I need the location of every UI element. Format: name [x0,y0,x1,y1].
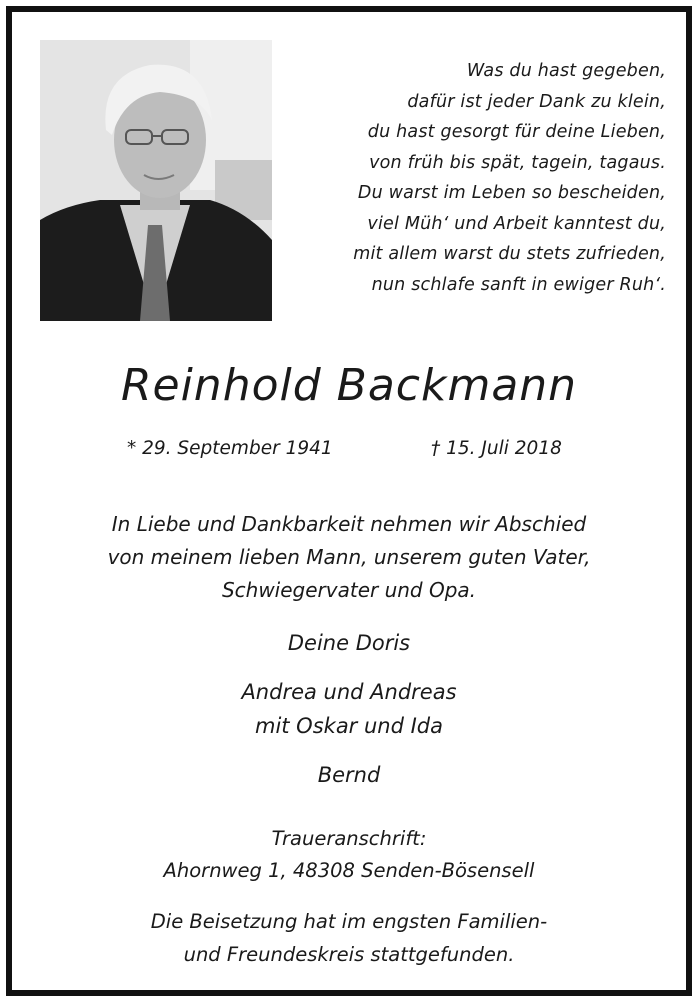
poem-line: mit allem warst du stets zufrieden, [353,244,666,264]
obituary-notice [6,6,692,996]
poem-line: dafür ist jeder Dank zu klein, [407,91,666,112]
address-value: Ahornweg 1, 48308 Senden-Bösensell [163,859,535,882]
funeral-note [12,905,686,971]
mourner-wife: Deine Doris [287,631,411,655]
portrait-photo-image [40,40,272,321]
poem-line: von früh bis spät, tagein, tagaus. [369,152,666,173]
farewell-text [12,508,686,607]
mourning-address [12,823,686,887]
birth-date: * 29. September 1941 [127,438,333,459]
poem-line: Was du hast gegeben, [466,61,666,81]
portrait-photo [40,40,272,321]
mourner-line: Andrea und Andreas [241,680,457,704]
poem [286,56,666,300]
poem-line: viel Müh‘ und Arbeit kanntest du, [367,213,666,234]
funeral-line: und Freundeskreis stattgefunden. [183,943,515,966]
farewell-line: In Liebe und Dankbarkeit nehmen wir Abschied [111,512,587,536]
poem-line: du hast gesorgt für deine Lieben, [367,122,666,142]
deceased-name: Reinhold Backmann [120,360,578,411]
mourner-line: mit Oskar und Ida [254,714,444,738]
mourner-son: Bernd [317,763,381,787]
life-dates [12,434,686,464]
poem-line: Du warst im Leben so bescheiden, [357,183,666,203]
mourner-children [12,675,686,743]
poem-line: nun schlafe sanft in ewiger Ruh‘. [371,274,666,295]
address-label: Traueranschrift: [271,827,427,850]
farewell-line: Schwiegervater und Opa. [221,578,477,602]
funeral-line: Die Beisetzung hat im engsten Familien- [150,910,548,933]
death-date: † 15. Juli 2018 [431,438,562,459]
farewell-line: von meinem lieben Mann, unserem guten Vater, [107,545,591,569]
